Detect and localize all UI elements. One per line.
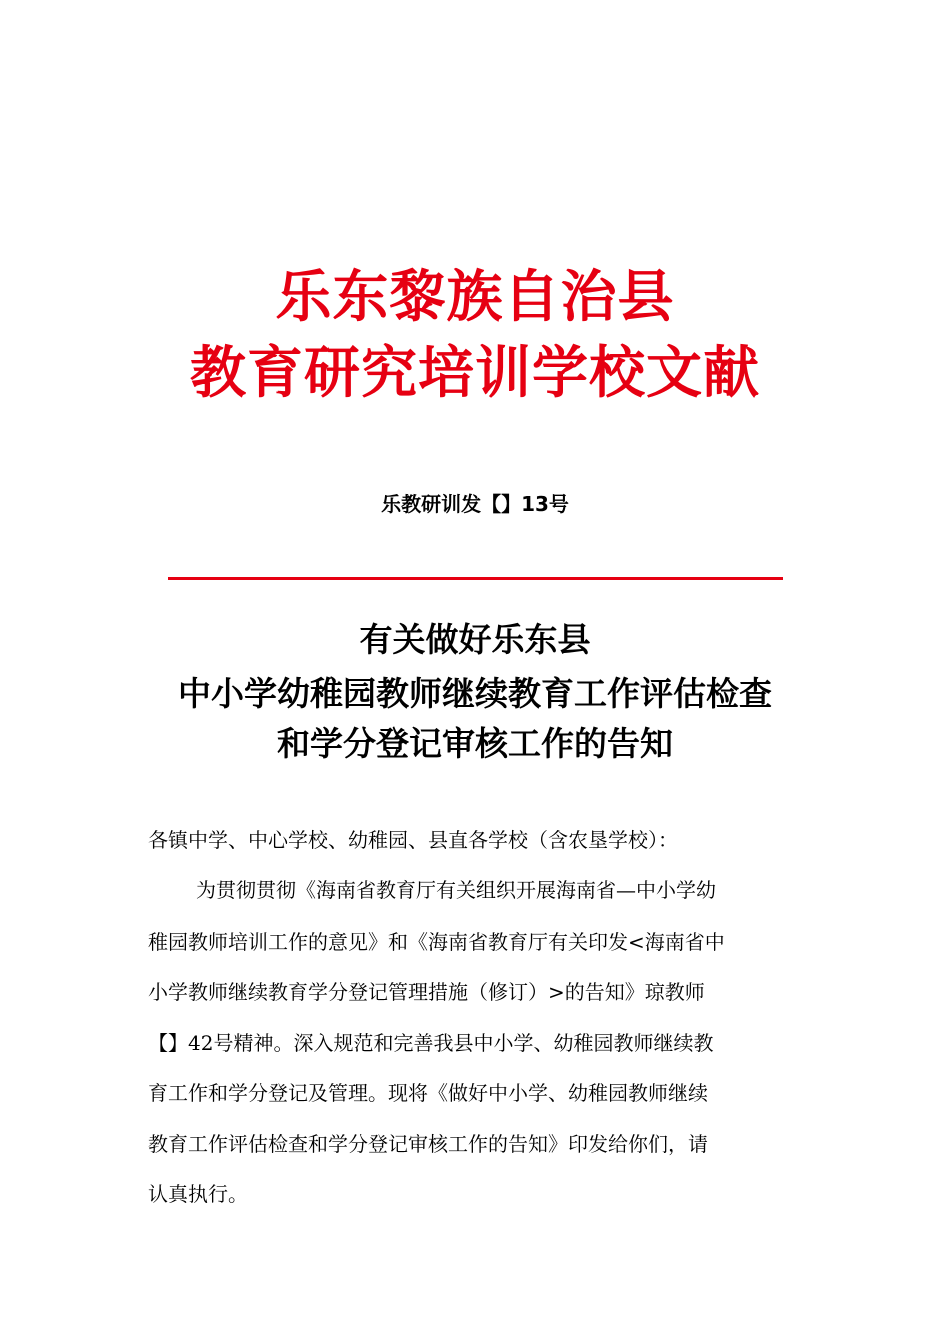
salutation: 各镇中学、中心学校、幼稚园、县直各学校（含农垦学校）：: [148, 828, 678, 852]
body-line: 小学教师继续教育学分登记管理措施（修订）>的告知》琼教师: [148, 980, 705, 1004]
org-title-line1: 乐东黎族自治县: [275, 265, 675, 330]
body-line: 育工作和学分登记及管理。现将《做好中小学、幼稚园教师继续: [148, 1081, 708, 1105]
notice-title-line2: 中小学幼稚园教师继续教育工作评估检查: [178, 674, 772, 713]
org-title-line2: 教育研究培训学校文献: [190, 341, 760, 406]
notice-title-line3: 和学分登记审核工作的告知: [277, 724, 673, 763]
red-divider: [168, 577, 783, 580]
body-line: 【】42号精神。深入规范和完善我县中小学、幼稚园教师继续教: [148, 1031, 714, 1055]
body-line: 稚园教师培训工作的意见》和《海南省教育厅有关印发<海南省中: [148, 930, 725, 954]
body-line: 认真执行。: [148, 1182, 248, 1206]
document-number: 乐教研训发【】13号: [381, 492, 569, 516]
body-line: 为贯彻贯彻《海南省教育厅有关组织开展海南省—中小学幼: [196, 878, 716, 902]
notice-title-line1: 有关做好乐东县: [359, 620, 591, 659]
body-line: 教育工作评估检查和学分登记审核工作的告知》印发给你们，请: [148, 1132, 708, 1156]
